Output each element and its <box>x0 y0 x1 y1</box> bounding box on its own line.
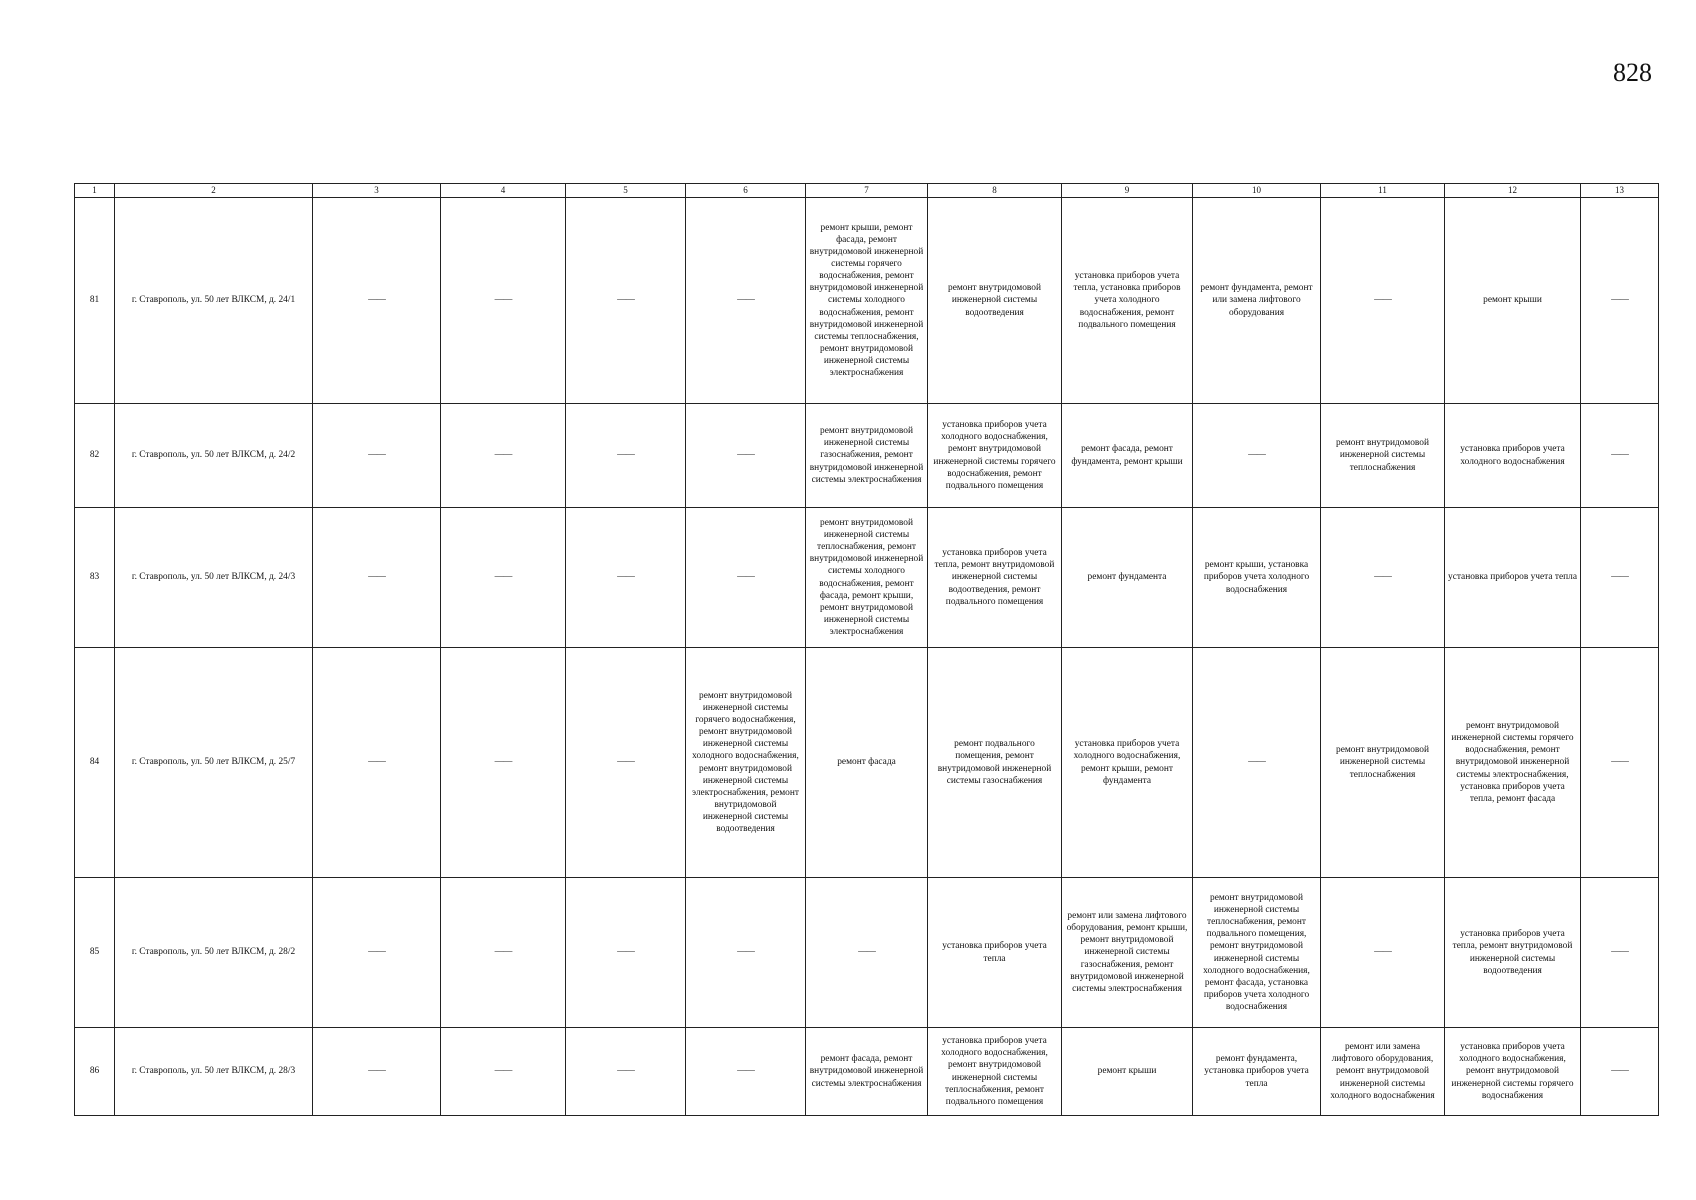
table-cell: ремонт внутридомовой инженерной системы горячего водоснабжения, ремонт внутридомовой инженерной системы электроснабжения, установка приборов учета тепла, ремонт фасада <box>1445 648 1581 878</box>
table-cell: —— <box>1581 1028 1659 1116</box>
column-header: 13 <box>1581 184 1659 198</box>
row-number: 84 <box>75 648 115 878</box>
table-cell: ремонт крыши <box>1062 1028 1193 1116</box>
table-cell: —— <box>441 404 566 508</box>
address-cell: г. Ставрополь, ул. 50 лет ВЛКСМ, д. 24/1 <box>115 198 313 404</box>
table-cell: —— <box>313 198 441 404</box>
table-cell: —— <box>313 404 441 508</box>
table-cell: —— <box>1581 508 1659 648</box>
address-cell: г. Ставрополь, ул. 50 лет ВЛКСМ, д. 28/3 <box>115 1028 313 1116</box>
table-cell: —— <box>313 648 441 878</box>
page-number: 828 <box>1613 58 1652 87</box>
row-number: 83 <box>75 508 115 648</box>
table-cell: ремонт внутридомовой инженерной системы водоотведения <box>928 198 1062 404</box>
table-cell: ремонт крыши, ремонт фасада, ремонт внутридомовой инженерной системы горячего водоснабжения, ремонт внутридомовой инженерной системы холодного водоснабжения, ремонт внутридомовой инженерной системы теплоснабжения, ремонт внутридомовой инженерной системы электроснабжения <box>806 198 928 404</box>
table-cell: ремонт крыши <box>1445 198 1581 404</box>
table-cell: —— <box>1321 508 1445 648</box>
table-cell: ремонт фасада, ремонт внутридомовой инженерной системы электроснабжения <box>806 1028 928 1116</box>
column-header: 9 <box>1062 184 1193 198</box>
table-cell: —— <box>441 508 566 648</box>
table-cell: установка приборов учета холодного водоснабжения, ремонт внутридомовой инженерной системы горячего водоснабжения <box>1445 1028 1581 1116</box>
table-cell: ремонт крыши, установка приборов учета холодного водоснабжения <box>1193 508 1321 648</box>
table-cell: ремонт фасада <box>806 648 928 878</box>
table-row <box>75 404 1659 508</box>
table-cell: ремонт подвального помещения, ремонт внутридомовой инженерной системы газоснабжения <box>928 648 1062 878</box>
table-cell: —— <box>1193 648 1321 878</box>
address-cell: г. Ставрополь, ул. 50 лет ВЛКСМ, д. 28/2 <box>115 878 313 1028</box>
table-cell: —— <box>566 404 686 508</box>
table-cell: —— <box>313 1028 441 1116</box>
table-cell: —— <box>1581 404 1659 508</box>
table-cell: —— <box>441 878 566 1028</box>
table-row <box>75 1028 1659 1116</box>
table-cell: —— <box>566 878 686 1028</box>
table-cell: —— <box>313 508 441 648</box>
column-header: 3 <box>313 184 441 198</box>
table-cell: —— <box>313 878 441 1028</box>
table-cell: установка приборов учета холодного водоснабжения <box>1445 404 1581 508</box>
column-header: 7 <box>806 184 928 198</box>
table-cell: —— <box>1321 198 1445 404</box>
row-number: 86 <box>75 1028 115 1116</box>
table-cell: ремонт внутридомовой инженерной системы горячего водоснабжения, ремонт внутридомовой инженерной системы холодного водоснабжения, ремонт внутридомовой инженерной системы электроснабжения, ремонт внутридомовой инженерной системы водоотведения <box>686 648 806 878</box>
table-cell: ремонт или замена лифтового оборудования, ремонт внутридомовой инженерной системы холодного водоснабжения <box>1321 1028 1445 1116</box>
table-row <box>75 878 1659 1028</box>
table-cell: —— <box>686 878 806 1028</box>
column-header: 4 <box>441 184 566 198</box>
table-cell: ремонт внутридомовой инженерной системы теплоснабжения <box>1321 648 1445 878</box>
repair-plan-table <box>74 183 1659 1116</box>
table-cell: —— <box>441 648 566 878</box>
table-cell: —— <box>686 1028 806 1116</box>
row-number: 82 <box>75 404 115 508</box>
table-cell: —— <box>686 508 806 648</box>
column-header: 12 <box>1445 184 1581 198</box>
table-cell: ремонт внутридомовой инженерной системы теплоснабжения, ремонт подвального помещения, ремонт внутридомовой инженерной системы холодного водоснабжения, ремонт фасада, установка приборов учета холодного водоснабжения <box>1193 878 1321 1028</box>
table-row <box>75 508 1659 648</box>
table-cell: установка приборов учета тепла <box>1445 508 1581 648</box>
table-cell: —— <box>1581 198 1659 404</box>
table-cell: ремонт фундамента <box>1062 508 1193 648</box>
column-number-row <box>75 184 1659 198</box>
table-cell: ремонт внутридомовой инженерной системы теплоснабжения, ремонт внутридомовой инженерной системы холодного водоснабжения, ремонт фасада, ремонт крыши, ремонт внутридомовой инженерной системы электроснабжения <box>806 508 928 648</box>
table-cell: —— <box>566 198 686 404</box>
table-cell: —— <box>1581 878 1659 1028</box>
table-cell: —— <box>441 198 566 404</box>
table-cell: ремонт фундамента, установка приборов учета тепла <box>1193 1028 1321 1116</box>
address-cell: г. Ставрополь, ул. 50 лет ВЛКСМ, д. 24/2 <box>115 404 313 508</box>
table-cell: —— <box>806 878 928 1028</box>
table-cell: ремонт или замена лифтового оборудования, ремонт крыши, ремонт внутридомовой инженерной системы газоснабжения, ремонт внутридомовой инженерной системы электроснабжения <box>1062 878 1193 1028</box>
table-cell: ремонт фасада, ремонт фундамента, ремонт крыши <box>1062 404 1193 508</box>
table-cell: установка приборов учета тепла, ремонт внутридомовой инженерной системы водоотведения <box>1445 878 1581 1028</box>
column-header: 2 <box>115 184 313 198</box>
row-number: 81 <box>75 198 115 404</box>
table-cell: установка приборов учета тепла, установка приборов учета холодного водоснабжения, ремонт подвального помещения <box>1062 198 1193 404</box>
column-header: 10 <box>1193 184 1321 198</box>
column-header: 11 <box>1321 184 1445 198</box>
address-cell: г. Ставрополь, ул. 50 лет ВЛКСМ, д. 24/3 <box>115 508 313 648</box>
table-cell: —— <box>566 508 686 648</box>
table-row <box>75 648 1659 878</box>
table-cell: ремонт внутридомовой инженерной системы теплоснабжения <box>1321 404 1445 508</box>
table-cell: установка приборов учета холодного водоснабжения, ремонт крыши, ремонт фундамента <box>1062 648 1193 878</box>
table-cell: —— <box>1581 648 1659 878</box>
table-cell: установка приборов учета тепла, ремонт внутридомовой инженерной системы водоотведения, ремонт подвального помещения <box>928 508 1062 648</box>
column-header: 5 <box>566 184 686 198</box>
table-cell: установка приборов учета тепла <box>928 878 1062 1028</box>
column-header: 6 <box>686 184 806 198</box>
table-cell: ремонт внутридомовой инженерной системы газоснабжения, ремонт внутридомовой инженерной системы электроснабжения <box>806 404 928 508</box>
table-cell: установка приборов учета холодного водоснабжения, ремонт внутридомовой инженерной системы теплоснабжения, ремонт подвального помещения <box>928 1028 1062 1116</box>
table-cell: —— <box>441 1028 566 1116</box>
table-cell: установка приборов учета холодного водоснабжения, ремонт внутридомовой инженерной системы горячего водоснабжения, ремонт подвального помещения <box>928 404 1062 508</box>
column-header: 8 <box>928 184 1062 198</box>
table-cell: —— <box>566 1028 686 1116</box>
table-row <box>75 198 1659 404</box>
address-cell: г. Ставрополь, ул. 50 лет ВЛКСМ, д. 25/7 <box>115 648 313 878</box>
table-cell: —— <box>686 404 806 508</box>
table-cell: —— <box>1321 878 1445 1028</box>
table-cell: —— <box>686 198 806 404</box>
table-cell: —— <box>566 648 686 878</box>
table-cell: ремонт фундамента, ремонт или замена лифтового оборудования <box>1193 198 1321 404</box>
column-header: 1 <box>75 184 115 198</box>
row-number: 85 <box>75 878 115 1028</box>
table-cell: —— <box>1193 404 1321 508</box>
